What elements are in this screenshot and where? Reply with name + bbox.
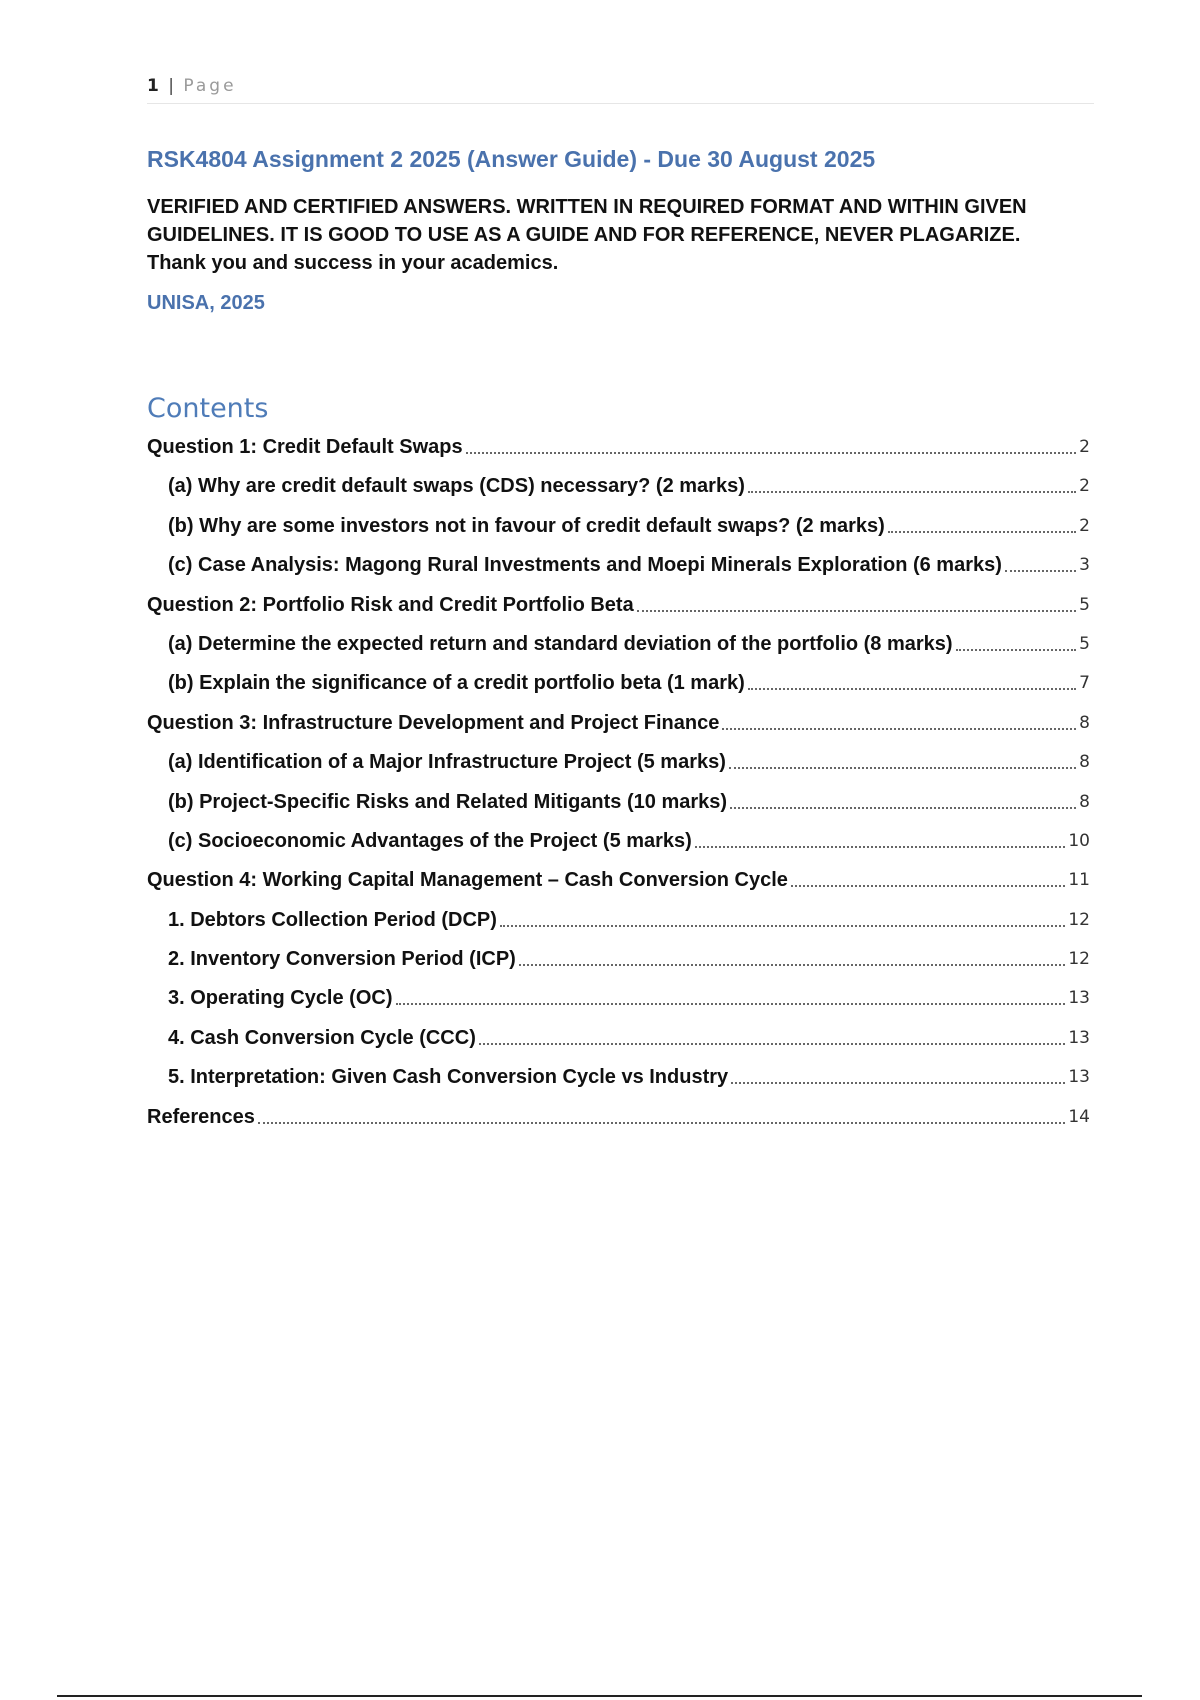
toc-entry-q2-b[interactable] [147,669,1090,697]
toc-entry-label: (a) Determine the expected return and standard deviation of the portfolio (8 marks) [168,632,953,655]
toc-entry-q1-a[interactable] [147,472,1090,500]
toc-entry-page: 13 [1068,1067,1090,1088]
toc-entry-page: 2 [1079,515,1090,536]
toc-entry-label: (a) Why are credit default swaps (CDS) necessary? (2 marks) [168,475,745,498]
toc-entry-page: 5 [1079,633,1090,654]
footer-rule [57,1695,1142,1697]
toc-dot-leader [730,807,1076,809]
page-header [147,76,1094,104]
toc-entry-page: 14 [1068,1106,1090,1127]
toc-dot-leader [637,610,1076,612]
toc-entry-q3-a[interactable] [147,748,1090,776]
toc-entry-question-4[interactable] [147,866,1090,894]
toc-entry-page: 8 [1079,791,1090,812]
toc-entry-page: 7 [1079,673,1090,694]
toc-entry-label: 4. Cash Conversion Cycle (CCC) [168,1026,476,1049]
toc-entry-label: Question 4: Working Capital Management – Cash Conversion Cycle [147,869,788,892]
toc-entry-page: 13 [1068,1027,1090,1048]
document-title: RSK4804 Assignment 2 2025 (Answer Guide) - Due 30 August 2025 [147,146,876,172]
toc-dot-leader [748,491,1076,493]
page-separator: | [168,76,174,96]
toc-entry-page: 8 [1079,752,1090,773]
toc-dot-leader [888,531,1076,533]
toc-entry-page: 2 [1079,437,1090,457]
page-number: 1 [147,76,159,96]
toc-entry-question-1[interactable] [147,433,1090,461]
toc-dot-leader [731,1082,1065,1084]
toc-dot-leader [466,452,1077,454]
toc-dot-leader [1005,570,1076,572]
toc-entry-q3-b[interactable] [147,788,1090,816]
toc-entry-q4-5[interactable] [147,1063,1090,1091]
toc-entry-page: 5 [1079,594,1090,615]
toc-entry-label: Question 3: Infrastructure Development and Project Finance [147,711,720,734]
toc-entry-label: (b) Why are some investors not in favour of credit default swaps? (2 marks) [168,514,885,537]
toc-entry-label: 5. Interpretation: Given Cash Conversion Cycle vs Industry [168,1066,729,1089]
toc-entry-q1-b[interactable] [147,512,1090,540]
table-of-contents [147,433,1090,1142]
toc-entry-page: 12 [1068,949,1090,970]
toc-dot-leader [791,885,1065,887]
toc-entry-label: Question 2: Portfolio Risk and Credit Portfolio Beta [147,593,634,616]
toc-entry-label: References [147,1105,255,1128]
toc-dot-leader [500,925,1065,927]
toc-entry-references[interactable] [147,1103,1090,1131]
toc-entry-q3-c[interactable] [147,827,1090,855]
toc-heading: Contents [147,393,269,424]
toc-dot-leader [956,649,1077,651]
toc-entry-label: 2. Inventory Conversion Period (ICP) [168,948,516,971]
toc-entry-page: 8 [1079,712,1090,733]
toc-entry-question-2[interactable] [147,591,1090,619]
toc-entry-label: 1. Debtors Collection Period (DCP) [168,908,497,931]
toc-entry-label: (c) Case Analysis: Magong Rural Investments and Moepi Minerals Exploration (6 marks) [168,554,1002,577]
toc-entry-q4-2[interactable] [147,945,1090,973]
document-notice: VERIFIED AND CERTIFIED ANSWERS. WRITTEN IN REQUIRED FORMAT AND WITHIN GIVEN GUIDELINES. IT IS GOOD TO USE AS A GUIDE AND FOR REFERENCE, NEVER PLAGARIZE. Thank you and success in your academics. [147,196,1027,274]
toc-entry-page: 2 [1079,476,1090,497]
toc-entry-q1-c[interactable] [147,551,1090,579]
toc-entry-label: 3. Operating Cycle (OC) [168,987,393,1010]
toc-entry-page: 13 [1068,988,1090,1009]
document-affiliation: UNISA, 2025 [147,292,265,314]
toc-dot-leader [748,688,1076,690]
toc-entry-q4-1[interactable] [147,906,1090,934]
toc-dot-leader [396,1003,1066,1005]
toc-dot-leader [258,1122,1066,1124]
toc-entry-question-3[interactable] [147,709,1090,737]
toc-entry-q4-4[interactable] [147,1024,1090,1052]
toc-dot-leader [722,728,1076,730]
toc-entry-label: (c) Socioeconomic Advantages of the Project (5 marks) [168,829,692,852]
toc-dot-leader [729,767,1076,769]
toc-entry-label: (a) Identification of a Major Infrastructure Project (5 marks) [168,751,726,774]
toc-entry-label: (b) Project-Specific Risks and Related Mitigants (10 marks) [168,790,728,813]
toc-entry-page: 12 [1068,909,1090,930]
toc-entry-page: 11 [1068,870,1090,891]
toc-entry-q4-3[interactable] [147,984,1090,1012]
toc-entry-label: Question 1: Credit Default Swaps [147,436,463,458]
toc-dot-leader [519,964,1066,966]
toc-entry-q2-a[interactable] [147,630,1090,658]
toc-entry-page: 10 [1068,830,1090,851]
toc-dot-leader [695,846,1066,848]
page-word: Page [183,76,237,96]
toc-entry-label: (b) Explain the significance of a credit portfolio beta (1 mark) [168,672,745,695]
toc-dot-leader [479,1043,1066,1045]
toc-entry-page: 3 [1079,555,1090,576]
